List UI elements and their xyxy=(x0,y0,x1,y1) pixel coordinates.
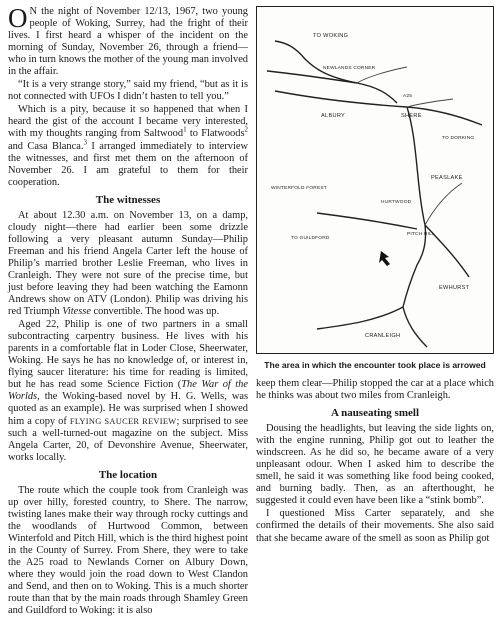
area-map xyxy=(256,6,494,354)
footnote-marker: 2 xyxy=(244,126,248,134)
text-run: ; surprised to see such a well-turned-out magazine on the subject. Miss Angela Carter, 20, of Devonshire Avenue, Sheerwater, works locally. xyxy=(8,415,249,463)
text-run: I arranged immediately to interview the witnesses, and first met them on the afternoon of November 26. I am grateful to them for their cooperation. xyxy=(8,140,248,188)
label-pitch-hill: PITCH HILL xyxy=(407,232,435,237)
label-to-woking: TO WOKING xyxy=(313,33,349,39)
text-run: and Casa Blanca. xyxy=(8,140,84,152)
map-drawing xyxy=(257,7,493,353)
quote-paragraph: “It is a very strange story,” said my friend, “but as it is not connected with UFOs I didn’t hasten to tell you.” xyxy=(8,79,248,103)
intro-text: N the night of November 12/13, 1967, two young people of Woking, Surrey, had the fright of their lives. I first heard a whisper of the incident on the morning of Sunday, November 26, through a friend—who in turn knows the mother of the young man involved in the affair. xyxy=(8,6,248,78)
map-caption: The area in which the encounter took place is arrowed xyxy=(264,360,486,370)
text-run: Aged 22, Philip is one of two partners in a small subcontracting carpentry business. He lives with his parents in a comfortable flat in Loder Close, Sheerwater, Woking. He says he has no knowledge of, or interest in, flying saucer literature: his time for reading is limited, but he has read some Science Fiction ( xyxy=(8,319,248,391)
magazine-title: FLYING SAUCER REVIEW xyxy=(69,416,177,426)
label-ewhurst: EWHURST xyxy=(439,285,470,291)
heading-smell: A nauseating smell xyxy=(330,407,419,420)
text-run: , the Woking-based novel by H. G. Wells, was quoted as an example). He was surprised when I showed him a copy of xyxy=(8,391,248,427)
label-to-guildford: TO GUILDFORD xyxy=(291,236,330,241)
right-column xyxy=(256,6,494,546)
label-cranleigh: CRANLEIGH xyxy=(365,333,401,339)
footnote-marker: 1 xyxy=(183,126,187,134)
label-albury: ALBURY xyxy=(321,113,346,119)
label-to-dorking: TO DORKING xyxy=(442,136,475,141)
road-cranleigh xyxy=(403,307,427,347)
paragraph-questioned: I questioned Miss Carter separately, and she confirmed the details of their movements. She also said that she became aware of the smell as soon as Philip got xyxy=(256,508,494,544)
paragraph-philip xyxy=(8,319,248,464)
intro-paragraph xyxy=(8,3,248,78)
book-title: The War of the Worlds xyxy=(8,379,248,403)
text-run: to Flatwoods xyxy=(186,128,245,140)
road-to-guildford xyxy=(317,213,417,229)
label-winterfold-forest: WINTERFOLD FOREST xyxy=(271,186,327,191)
heading-location: The location xyxy=(98,468,158,481)
label-hurtwood: HURTWOOD xyxy=(381,200,412,205)
paragraph-references xyxy=(8,104,248,188)
road-shere-south xyxy=(407,107,425,225)
label-peaslake: PEASLAKE xyxy=(431,175,463,181)
paragraph-dousing: Dousing the headlights, but leaving the side lights on, with the engine running, Philip got out to leather the windscreen. As he did so, he became aware of a very unpleasant odour. When I asked him to describe the smell, he said it was something like food being cooked, and burning badly. Then, as an afterthought, he suggested it could even have been like a “stink bomb”. xyxy=(256,423,494,507)
road-a25 xyxy=(275,91,482,125)
drop-cap: O xyxy=(8,3,28,33)
heading-witnesses: The witnesses xyxy=(95,193,161,206)
car-model: Vitesse xyxy=(62,306,91,318)
text-run: At about 12.30 a.m. on November 13, on a damp, cloudy night—there had earlier been some drizzle following a very pleasant autumn Sunday—Philip Freeman and his friend Angela Carter left the house of Philip’s married brother Leslie Freeman, who lives in Cranleigh. They were not sure of the precise time, but just before leaving they had been watching the Eamonn Andrews show on ATV (London). Philip was driving his red Triumph xyxy=(8,209,248,318)
left-column xyxy=(8,3,249,618)
footnote-marker: 3 xyxy=(83,138,87,147)
road-hurtwood xyxy=(403,225,426,307)
paragraph-route: The route which the couple took from Cranleigh was up over hilly, forested country, to Shere. The narrow, twisting lanes make their way through rocky cuttings and the woodlands of Hurtwood Common, between Winterfold and Pitch Hill, which is the third highest point in the County of Surrey. From Shere, they were to take the A25 road to Newlands Corner on Albury Down, where they would join the road down to West Clandon and Send, and then on to Woking. This is a much shorter route than that by the main roads through Shamley Green and Guildford to Woking: it is also xyxy=(8,484,248,617)
paragraph-night xyxy=(8,210,248,318)
text-run: convertible. The hood was up. xyxy=(90,306,220,318)
incident-arrow-icon xyxy=(379,251,390,266)
road-cranleigh-west xyxy=(317,307,403,329)
label-a25: A25 xyxy=(403,94,413,99)
paragraph-stop: keep them clear—Philip stopped the car at a place which he thinks was about two miles from Cranleigh. xyxy=(256,378,494,402)
label-shere: SHERE xyxy=(401,113,422,119)
label-newlands-corner: NEWLANDS CORNER xyxy=(323,66,376,71)
text-run: Which is a pity, because it so happened that when I heard the gist of the account I became very interested, with my thoughts ranging from Saltwood xyxy=(8,104,248,140)
